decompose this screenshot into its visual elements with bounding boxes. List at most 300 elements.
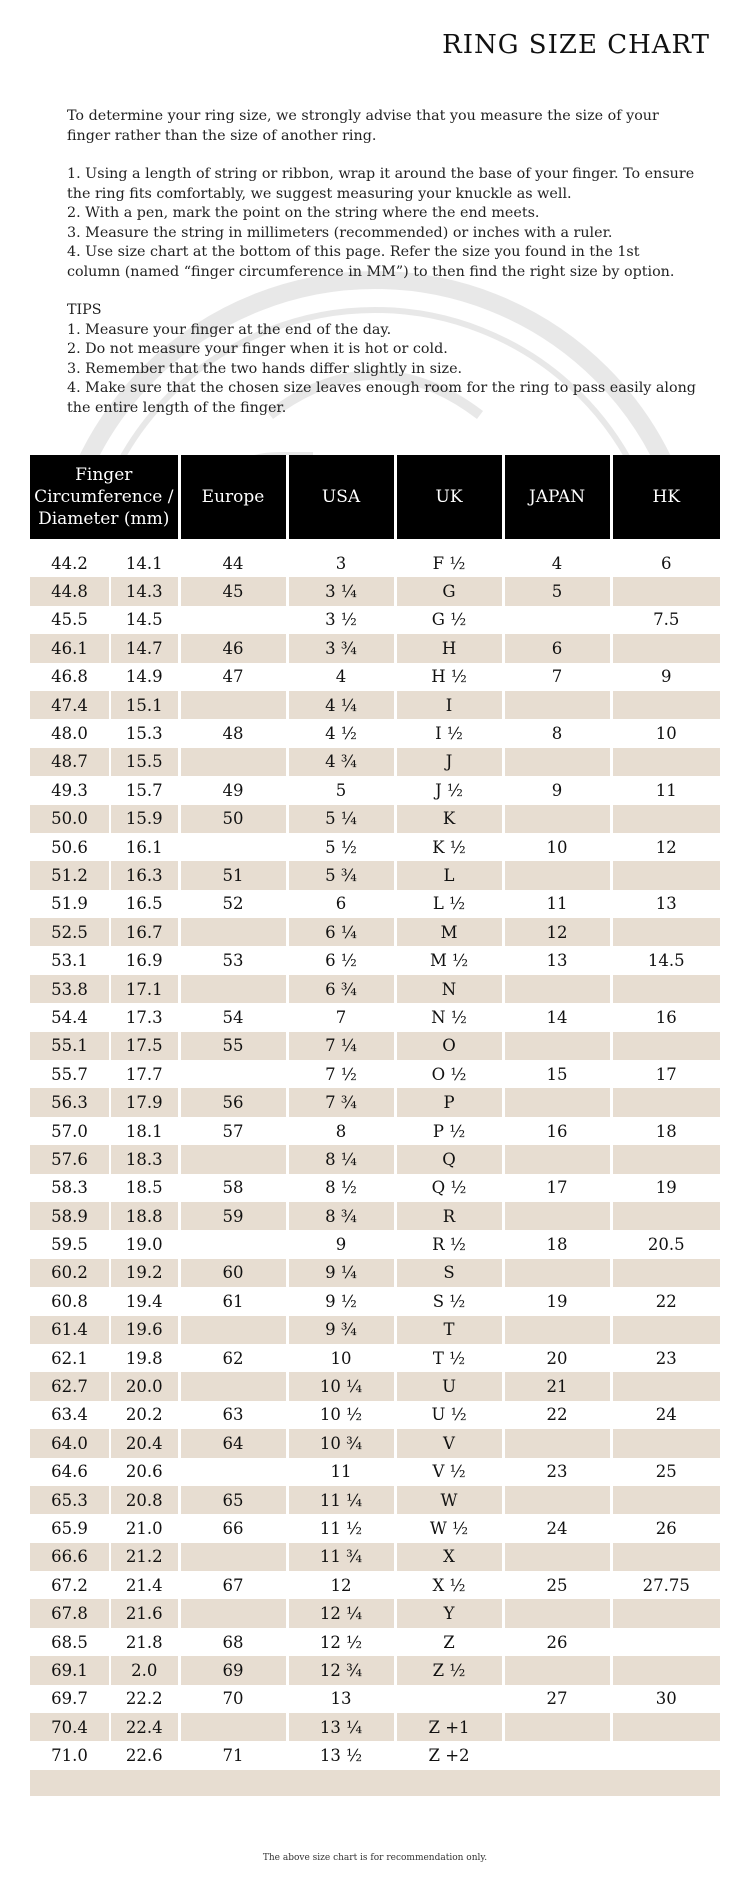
cell-circumference: 59.5 (30, 1230, 110, 1258)
cell-diameter: 21.2 (110, 1543, 179, 1571)
instructions (67, 107, 697, 418)
table-body (30, 539, 720, 1796)
cell-circumference: 70.4 (30, 1713, 110, 1741)
cell-hk: 24 (611, 1401, 720, 1429)
cell-europe (179, 1145, 287, 1173)
cell-hk (611, 1259, 720, 1287)
cell-usa: 4 ¼ (287, 691, 395, 719)
cell-japan (503, 606, 611, 634)
cell-japan: 7 (503, 663, 611, 691)
cell-hk: 18 (611, 1117, 720, 1145)
cell-europe (179, 748, 287, 776)
cell-uk: U ½ (395, 1401, 503, 1429)
cell-europe: 51 (179, 861, 287, 889)
cell-usa: 9 ¼ (287, 1259, 395, 1287)
table-row (30, 975, 720, 1003)
cell-japan (503, 1032, 611, 1060)
cell-circumference: 46.8 (30, 663, 110, 691)
cell-circumference: 53.8 (30, 975, 110, 1003)
cell-uk: O (395, 1032, 503, 1060)
cell-hk (611, 577, 720, 605)
table-footer-band (30, 1770, 720, 1796)
cell-japan: 13 (503, 946, 611, 974)
cell-circumference: 58.3 (30, 1174, 110, 1202)
cell-diameter: 20.0 (110, 1372, 179, 1400)
cell-uk: U (395, 1372, 503, 1400)
cell-japan (503, 1741, 611, 1769)
intro-text: To determine your ring size, we strongly advise that you measure the size of your finger rather than the size of another ring. (67, 108, 659, 144)
cell-diameter: 22.4 (110, 1713, 179, 1741)
cell-circumference: 57.6 (30, 1145, 110, 1173)
cell-uk: F ½ (395, 549, 503, 577)
cell-diameter: 14.1 (110, 549, 179, 577)
cell-usa: 8 ¼ (287, 1145, 395, 1173)
cell-uk: I (395, 691, 503, 719)
table-row (30, 1628, 720, 1656)
cell-diameter: 14.5 (110, 606, 179, 634)
cell-diameter: 15.1 (110, 691, 179, 719)
cell-japan: 20 (503, 1344, 611, 1372)
table-row (30, 1259, 720, 1287)
cell-japan: 18 (503, 1230, 611, 1258)
cell-japan (503, 861, 611, 889)
cell-europe (179, 1458, 287, 1486)
cell-circumference: 71.0 (30, 1741, 110, 1769)
cell-usa: 7 ¾ (287, 1088, 395, 1116)
cell-circumference: 54.4 (30, 1003, 110, 1031)
cell-diameter: 16.1 (110, 833, 179, 861)
step-4: 4. Use size chart at the bottom of this page. Refer the size you found in the 1st column (named “finger circumference in MM”) to then find the right size by option. (67, 244, 675, 280)
cell-usa: 11 (287, 1458, 395, 1486)
cell-circumference: 58.9 (30, 1202, 110, 1230)
tip-2: 2. Do not measure your finger when it is hot or cold. (67, 341, 448, 357)
table-row (30, 606, 720, 634)
cell-hk: 13 (611, 890, 720, 918)
cell-europe: 67 (179, 1571, 287, 1599)
cell-uk: G ½ (395, 606, 503, 634)
cell-diameter: 20.6 (110, 1458, 179, 1486)
cell-usa: 5 ¾ (287, 861, 395, 889)
cell-circumference: 51.2 (30, 861, 110, 889)
cell-europe: 69 (179, 1656, 287, 1684)
cell-hk (611, 1741, 720, 1769)
table-row (30, 1230, 720, 1258)
cell-diameter: 22.2 (110, 1685, 179, 1713)
cell-circumference: 51.9 (30, 890, 110, 918)
cell-hk (611, 1429, 720, 1457)
cell-europe (179, 918, 287, 946)
table-row (30, 890, 720, 918)
cell-hk: 9 (611, 663, 720, 691)
cell-hk (611, 1316, 720, 1344)
cell-circumference: 49.3 (30, 776, 110, 804)
cell-japan (503, 1656, 611, 1684)
cell-usa: 5 (287, 776, 395, 804)
cell-uk: H ½ (395, 663, 503, 691)
cell-japan: 4 (503, 549, 611, 577)
cell-uk: P ½ (395, 1117, 503, 1145)
cell-europe: 46 (179, 634, 287, 662)
cell-hk: 30 (611, 1685, 720, 1713)
cell-diameter: 21.6 (110, 1599, 179, 1627)
cell-japan (503, 1145, 611, 1173)
header-usa: USA (287, 455, 395, 539)
table-row (30, 1032, 720, 1060)
cell-hk: 11 (611, 776, 720, 804)
table-row (30, 776, 720, 804)
cell-hk (611, 634, 720, 662)
cell-europe (179, 1599, 287, 1627)
table-row (30, 549, 720, 577)
cell-hk: 12 (611, 833, 720, 861)
cell-circumference: 69.7 (30, 1685, 110, 1713)
cell-hk (611, 805, 720, 833)
cell-circumference: 46.1 (30, 634, 110, 662)
cell-europe: 64 (179, 1429, 287, 1457)
cell-uk (395, 1685, 503, 1713)
cell-usa: 6 (287, 890, 395, 918)
table-spacer (30, 539, 720, 549)
cell-diameter: 19.2 (110, 1259, 179, 1287)
table-row (30, 1287, 720, 1315)
cell-diameter: 18.1 (110, 1117, 179, 1145)
table-row (30, 1429, 720, 1457)
cell-diameter: 18.5 (110, 1174, 179, 1202)
cell-japan (503, 805, 611, 833)
cell-europe: 55 (179, 1032, 287, 1060)
cell-hk (611, 1372, 720, 1400)
cell-usa: 3 ½ (287, 606, 395, 634)
cell-uk: W (395, 1486, 503, 1514)
cell-diameter: 19.4 (110, 1287, 179, 1315)
cell-usa: 8 ½ (287, 1174, 395, 1202)
cell-diameter: 21.8 (110, 1628, 179, 1656)
cell-circumference: 56.3 (30, 1088, 110, 1116)
table-row (30, 634, 720, 662)
cell-hk (611, 1145, 720, 1173)
table-row (30, 1486, 720, 1514)
cell-europe: 63 (179, 1401, 287, 1429)
cell-uk: X ½ (395, 1571, 503, 1599)
cell-diameter: 14.9 (110, 663, 179, 691)
table-row (30, 833, 720, 861)
cell-uk: R (395, 1202, 503, 1230)
cell-circumference: 50.0 (30, 805, 110, 833)
cell-europe (179, 1060, 287, 1088)
header-uk: UK (395, 455, 503, 539)
cell-europe: 59 (179, 1202, 287, 1230)
cell-japan (503, 1202, 611, 1230)
table-row (30, 861, 720, 889)
header-europe: Europe (179, 455, 287, 539)
cell-usa: 11 ½ (287, 1514, 395, 1542)
cell-hk (611, 861, 720, 889)
cell-usa: 6 ¼ (287, 918, 395, 946)
cell-circumference: 55.7 (30, 1060, 110, 1088)
cell-japan (503, 748, 611, 776)
table-row (30, 1372, 720, 1400)
cell-diameter: 19.8 (110, 1344, 179, 1372)
table-row (30, 946, 720, 974)
cell-uk: V (395, 1429, 503, 1457)
cell-hk (611, 1713, 720, 1741)
cell-uk: W ½ (395, 1514, 503, 1542)
cell-diameter: 16.7 (110, 918, 179, 946)
cell-circumference: 65.3 (30, 1486, 110, 1514)
cell-hk: 19 (611, 1174, 720, 1202)
tips-heading: TIPS (67, 302, 102, 318)
cell-hk (611, 1599, 720, 1627)
cell-hk (611, 918, 720, 946)
cell-hk: 17 (611, 1060, 720, 1088)
cell-europe (179, 1543, 287, 1571)
table-row (30, 719, 720, 747)
cell-europe: 53 (179, 946, 287, 974)
table-row (30, 918, 720, 946)
cell-circumference: 64.0 (30, 1429, 110, 1457)
cell-usa: 7 (287, 1003, 395, 1031)
cell-uk: L (395, 861, 503, 889)
cell-japan (503, 1599, 611, 1627)
cell-japan: 11 (503, 890, 611, 918)
cell-hk (611, 975, 720, 1003)
table-row (30, 663, 720, 691)
cell-uk: K (395, 805, 503, 833)
cell-hk (611, 1486, 720, 1514)
cell-europe: 57 (179, 1117, 287, 1145)
cell-circumference: 48.0 (30, 719, 110, 747)
cell-usa: 10 ¾ (287, 1429, 395, 1457)
cell-japan: 8 (503, 719, 611, 747)
cell-japan: 19 (503, 1287, 611, 1315)
table-row (30, 1344, 720, 1372)
cell-usa: 13 ¼ (287, 1713, 395, 1741)
header-hk: HK (611, 455, 720, 539)
cell-hk: 27.75 (611, 1571, 720, 1599)
table-row (30, 1685, 720, 1713)
cell-usa: 10 ½ (287, 1401, 395, 1429)
cell-circumference: 55.1 (30, 1032, 110, 1060)
cell-uk: Z +1 (395, 1713, 503, 1741)
cell-uk: Q ½ (395, 1174, 503, 1202)
cell-japan: 26 (503, 1628, 611, 1656)
cell-europe (179, 833, 287, 861)
table-row (30, 1060, 720, 1088)
table-row (30, 1543, 720, 1571)
cell-hk: 25 (611, 1458, 720, 1486)
cell-europe: 49 (179, 776, 287, 804)
cell-circumference: 57.0 (30, 1117, 110, 1145)
cell-hk (611, 1088, 720, 1116)
cell-hk: 7.5 (611, 606, 720, 634)
cell-japan: 17 (503, 1174, 611, 1202)
cell-japan: 10 (503, 833, 611, 861)
cell-europe: 66 (179, 1514, 287, 1542)
cell-uk: K ½ (395, 833, 503, 861)
cell-japan (503, 975, 611, 1003)
tip-1: 1. Measure your finger at the end of the day. (67, 321, 392, 338)
cell-uk: R ½ (395, 1230, 503, 1258)
cell-japan: 24 (503, 1514, 611, 1542)
tip-4: 4. Make sure that the chosen size leaves enough room for the ring to pass easily along the entire length of the finger. (67, 380, 696, 416)
cell-japan: 25 (503, 1571, 611, 1599)
cell-uk: Q (395, 1145, 503, 1173)
table-row (30, 1514, 720, 1542)
cell-diameter: 15.7 (110, 776, 179, 804)
cell-uk: G (395, 577, 503, 605)
cell-europe (179, 606, 287, 634)
cell-usa: 6 ¾ (287, 975, 395, 1003)
table-row (30, 1145, 720, 1173)
table-header-row (30, 455, 720, 539)
step-3: 3. Measure the string in millimeters (recommended) or inches with a ruler. (67, 224, 613, 241)
cell-diameter: 18.8 (110, 1202, 179, 1230)
cell-circumference: 68.5 (30, 1628, 110, 1656)
cell-usa: 12 ¾ (287, 1656, 395, 1684)
cell-usa: 3 (287, 549, 395, 577)
cell-japan: 6 (503, 634, 611, 662)
cell-hk: 22 (611, 1287, 720, 1315)
cell-uk: V ½ (395, 1458, 503, 1486)
cell-japan (503, 1429, 611, 1457)
cell-diameter: 18.3 (110, 1145, 179, 1173)
cell-usa: 12 (287, 1571, 395, 1599)
cell-diameter: 21.0 (110, 1514, 179, 1542)
cell-hk: 26 (611, 1514, 720, 1542)
cell-europe (179, 1316, 287, 1344)
cell-hk: 20.5 (611, 1230, 720, 1258)
cell-diameter: 20.8 (110, 1486, 179, 1514)
cell-hk (611, 1202, 720, 1230)
header-japan: JAPAN (503, 455, 611, 539)
cell-uk: Y (395, 1599, 503, 1627)
tip-3: 3. Remember that the two hands differ slightly in size. (67, 360, 463, 377)
cell-usa: 8 (287, 1117, 395, 1145)
cell-circumference: 53.1 (30, 946, 110, 974)
cell-europe: 68 (179, 1628, 287, 1656)
table-row (30, 1003, 720, 1031)
cell-hk: 14.5 (611, 946, 720, 974)
cell-usa: 9 (287, 1230, 395, 1258)
cell-usa: 4 ½ (287, 719, 395, 747)
cell-usa: 5 ½ (287, 833, 395, 861)
cell-europe: 47 (179, 663, 287, 691)
cell-diameter: 14.7 (110, 634, 179, 662)
cell-hk (611, 1032, 720, 1060)
cell-circumference: 60.2 (30, 1259, 110, 1287)
cell-europe: 60 (179, 1259, 287, 1287)
cell-diameter: 15.3 (110, 719, 179, 747)
table-row (30, 1088, 720, 1116)
cell-uk: T (395, 1316, 503, 1344)
cell-japan: 23 (503, 1458, 611, 1486)
cell-diameter: 15.5 (110, 748, 179, 776)
cell-diameter: 17.5 (110, 1032, 179, 1060)
page-title: RING SIZE CHART (442, 30, 710, 60)
cell-circumference: 45.5 (30, 606, 110, 634)
cell-europe: 70 (179, 1685, 287, 1713)
cell-europe: 48 (179, 719, 287, 747)
cell-usa: 8 ¾ (287, 1202, 395, 1230)
cell-hk: 16 (611, 1003, 720, 1031)
cell-usa: 10 ¼ (287, 1372, 395, 1400)
table-row (30, 1713, 720, 1741)
cell-diameter: 19.6 (110, 1316, 179, 1344)
cell-europe (179, 1713, 287, 1741)
cell-circumference: 48.7 (30, 748, 110, 776)
cell-europe: 44 (179, 549, 287, 577)
cell-japan (503, 1259, 611, 1287)
cell-uk: I ½ (395, 719, 503, 747)
ring-size-table (30, 455, 720, 1796)
cell-uk: L ½ (395, 890, 503, 918)
cell-uk: Z (395, 1628, 503, 1656)
cell-japan (503, 1713, 611, 1741)
cell-circumference: 63.4 (30, 1401, 110, 1429)
cell-circumference: 52.5 (30, 918, 110, 946)
cell-diameter: 17.9 (110, 1088, 179, 1116)
cell-europe: 71 (179, 1741, 287, 1769)
step-2: 2. With a pen, mark the point on the string where the end meets. (67, 205, 540, 221)
cell-hk: 23 (611, 1344, 720, 1372)
cell-usa: 10 (287, 1344, 395, 1372)
cell-hk (611, 1656, 720, 1684)
cell-japan: 9 (503, 776, 611, 804)
cell-japan: 14 (503, 1003, 611, 1031)
cell-japan: 27 (503, 1685, 611, 1713)
cell-uk: M (395, 918, 503, 946)
cell-diameter: 2.0 (110, 1656, 179, 1684)
cell-japan (503, 1088, 611, 1116)
cell-usa: 11 ¼ (287, 1486, 395, 1514)
cell-usa: 13 (287, 1685, 395, 1713)
cell-circumference: 61.4 (30, 1316, 110, 1344)
table-row (30, 1401, 720, 1429)
cell-circumference: 44.2 (30, 549, 110, 577)
cell-japan: 22 (503, 1401, 611, 1429)
table-row (30, 691, 720, 719)
table-row (30, 1656, 720, 1684)
cell-hk: 10 (611, 719, 720, 747)
cell-japan (503, 1543, 611, 1571)
cell-hk (611, 1543, 720, 1571)
cell-diameter: 20.2 (110, 1401, 179, 1429)
cell-hk (611, 748, 720, 776)
table-row (30, 1741, 720, 1769)
cell-circumference: 62.1 (30, 1344, 110, 1372)
cell-circumference: 64.6 (30, 1458, 110, 1486)
cell-usa: 11 ¾ (287, 1543, 395, 1571)
cell-europe (179, 691, 287, 719)
cell-usa: 3 ¼ (287, 577, 395, 605)
cell-hk (611, 1628, 720, 1656)
cell-circumference: 44.8 (30, 577, 110, 605)
cell-europe: 45 (179, 577, 287, 605)
cell-japan: 12 (503, 918, 611, 946)
cell-usa: 12 ½ (287, 1628, 395, 1656)
cell-circumference: 65.9 (30, 1514, 110, 1542)
cell-japan: 15 (503, 1060, 611, 1088)
cell-usa: 3 ¾ (287, 634, 395, 662)
cell-usa: 13 ½ (287, 1741, 395, 1769)
cell-diameter: 16.9 (110, 946, 179, 974)
cell-uk: J ½ (395, 776, 503, 804)
cell-uk: Z ½ (395, 1656, 503, 1684)
cell-diameter: 17.1 (110, 975, 179, 1003)
cell-circumference: 67.2 (30, 1571, 110, 1599)
cell-usa: 6 ½ (287, 946, 395, 974)
cell-usa: 7 ¼ (287, 1032, 395, 1060)
